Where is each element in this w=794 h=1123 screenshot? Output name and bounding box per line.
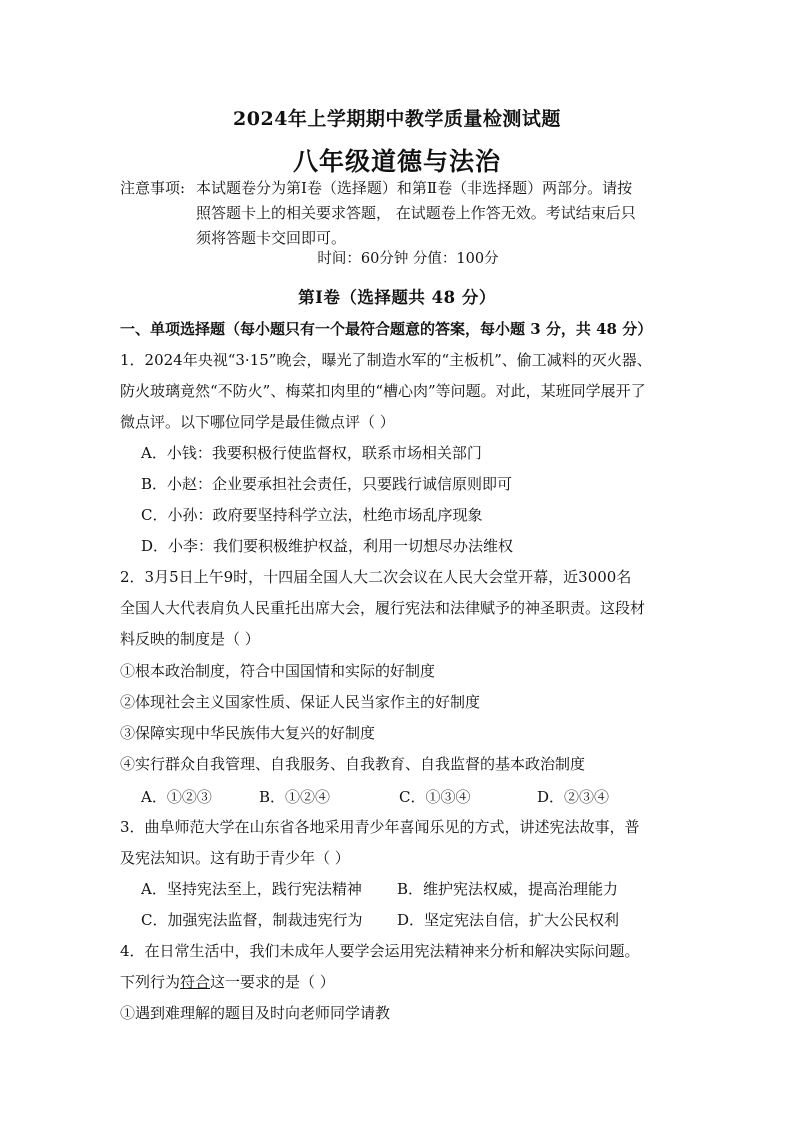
question-3-options-row-2 <box>141 909 619 930</box>
question-2-item-3: ③保障实现中华民族伟大复兴的好制度 <box>120 724 376 742</box>
question-4-line: 4．在日常生活中，我们未成年人要学会运用宪法精神来分析和解决实际问题。 <box>120 942 640 960</box>
question-2-item-4: ④实行群众自我管理、自我服务、自我教育、自我监督的基本政治制度 <box>120 755 586 773</box>
question-1-option-b: B．小赵：企业要承担社会责任，只要践行诚信原则即可 <box>141 475 513 493</box>
question-1-line: 防火玻璃竟然“不防火”、梅菜扣肉里的“槽心肉”等问题。对此，某班同学展开了 <box>120 382 646 400</box>
question-4-item-1: ①遇到难理解的题目及时向老师同学请教 <box>120 1004 391 1022</box>
question-3-option-c: C．加强宪法监督，制裁违宪行为 <box>141 911 363 929</box>
notice-text <box>196 176 680 251</box>
section-title: 第Ⅰ卷（选择题共 48 分） <box>298 288 496 307</box>
question-3-option-b: B．维护宪法权威，提高治理能力 <box>397 880 619 898</box>
question-3-option-d: D．坚定宪法自信，扩大公民权利 <box>397 911 620 929</box>
question-2-line: 2．3月5日上午9时，十四届全国人大二次会议在人民大会堂开幕，近3000名 <box>120 568 632 586</box>
question-2-line: 全国人大代表肩负人民重托出席大会，履行宪法和法律赋予的神圣职责。这段材 <box>120 599 646 617</box>
notice-label: 注意事项: <box>120 179 186 197</box>
question-2-item-2: ②体现社会主义国家性质、保证人民当家作主的好制度 <box>120 693 481 711</box>
part-title: 一、单项选择题（每小题只有一个最符合题意的答案，每小题 3 分，共 48 分） <box>120 320 653 338</box>
question-3-line: 3．曲阜师范大学在山东省各地采用青少年喜闻乐见的方式，讲述宪法故事，普 <box>120 818 640 836</box>
subject-title: 八年级道德与法治 <box>292 147 501 176</box>
question-1-option-d: D．小李：我们要积极维护权益，利用一切想尽办法维权 <box>141 537 514 555</box>
exam-title: 2024年上学期期中教学质量检测试题 <box>233 108 561 130</box>
question-4-underlined-word: 符合 <box>180 973 211 991</box>
question-3-option-a: A．坚持宪法至上，践行宪法精神 <box>141 880 362 898</box>
question-1-line: 微点评。以下哪位同学是最佳微点评（ ） <box>120 413 395 431</box>
question-1-line: 1．2024年央视“3·15”晚会，曝光了制造水军的“主板机”、偷工减料的灭火器、 <box>120 351 652 369</box>
question-2-option-a: A．①②③ <box>141 788 212 806</box>
time-score-line: 时间：60分钟 分值：100分 <box>317 251 499 267</box>
question-4-line <box>120 971 680 992</box>
question-3-options-row-1 <box>141 878 618 899</box>
question-3-line: 及宪法知识。这有助于青少年（ ） <box>120 849 350 867</box>
question-2-line: 料反映的制度是（ ） <box>120 630 260 648</box>
question-1-option-c: C．小孙：政府要坚持科学立法，杜绝市场乱序现象 <box>141 506 483 524</box>
question-2-option-c: C．①③④ <box>399 788 471 806</box>
question-2-option-b: B．①②④ <box>259 788 331 806</box>
question-2-options <box>141 786 609 807</box>
question-4-text: 下列行为 <box>120 973 181 991</box>
notice-line: 须将答题卡交回即可。 <box>196 229 347 247</box>
question-1-option-a: A．小钱：我要积极行使监督权，联系市场相关部门 <box>141 444 482 462</box>
question-4-text: 这一要求的是（ ） <box>210 973 335 991</box>
question-2-item-1: ①根本政治制度，符合中国国情和实际的好制度 <box>120 662 436 680</box>
notice-line: 照答题卡上的相关要求答题， 在试题卷上作答无效。考试结束后只 <box>196 204 636 222</box>
notice-line: 本试题卷分为第Ⅰ卷（选择题）和第Ⅱ卷（非选择题）两部分。请按 <box>196 179 633 197</box>
question-2-option-d: D．②③④ <box>537 788 610 806</box>
